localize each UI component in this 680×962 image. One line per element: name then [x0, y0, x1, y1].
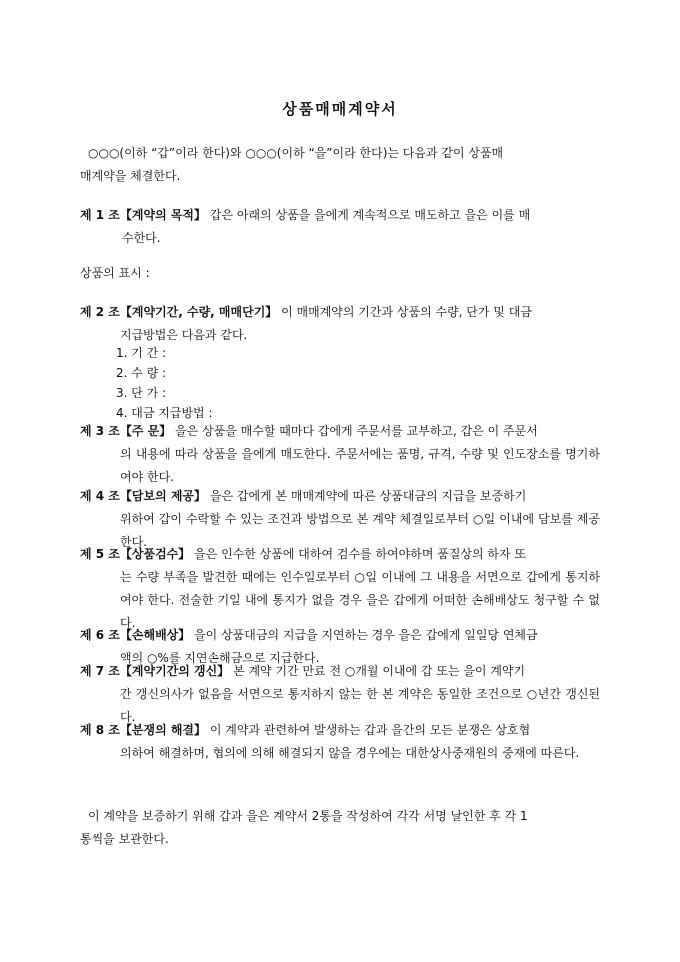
- article-heading: 제 5 조【상품검수】: [80, 547, 191, 561]
- closing-paragraph: [80, 805, 600, 851]
- article-heading: 제 7 조【계약기간의 갱신】: [80, 664, 230, 678]
- article-continuation: 위하여 갑이 수락할 수 있는 조건과 방법으로 본 계약 체결일로부터 ○일 이내에 담보를 제공한다.: [120, 512, 600, 549]
- intro-paragraph: [80, 142, 600, 188]
- closing-line-1: 이 계약을 보증하기 위해 갑과 을은 계약서 2통을 작성하여 각각 서명 날인한 후 각 1: [88, 809, 528, 823]
- article-3: [80, 420, 600, 489]
- article-text: 을은 갑에게 본 매매계약에 따른 상품대금의 지급을 보증하기: [209, 489, 527, 503]
- article-heading: 제 1 조【계약의 목적】: [80, 208, 207, 222]
- intro-line-2: 매계약을 체결한다.: [80, 169, 181, 183]
- article-text: 이 매매계약의 기간과 상품의 수량, 단가 및 대금: [281, 305, 532, 319]
- article-heading: 제 6 조【손해배상】: [80, 628, 191, 642]
- article-1: [80, 204, 600, 250]
- list-item-period: 1. 기 간 :: [116, 346, 167, 360]
- article-continuation: 의하여 해결하며, 협의에 의해 해결되지 않을 경우에는 대한상사중재원의 중재에 따른다.: [120, 746, 580, 760]
- article-continuation: 의 내용에 따라 상품을 을에게 매도한다. 주문서에는 품명, 규격, 수량 및 인도장소를 명기하여야 한다.: [120, 447, 600, 484]
- article-heading: 제 3 조【주 문】: [80, 424, 172, 438]
- article-heading: 제 4 조【담보의 제공】: [80, 489, 207, 503]
- list-item-unit-price: 3. 단 가 :: [116, 386, 167, 400]
- document-title: 상품매매계약서: [282, 100, 398, 118]
- article-continuation: 는 수량 부족을 발견한 때에는 인수일로부터 ○일 이내에 그 내용을 서면으로 갑에게 통지하여야 한다. 전술한 기일 내에 통지가 없을 경우 을은 갑에게 어떠한 손해배상도 청구할 수 없다.: [120, 570, 600, 630]
- goods-label: 상품의 표시 :: [80, 266, 150, 280]
- article-text: 이 계약과 관련하여 발생하는 갑과 을간의 모든 분쟁은 상호협: [209, 723, 531, 737]
- list-item-quantity: 2. 수 량 :: [116, 366, 167, 380]
- article-continuation: 액의 ○%를 지연손해금으로 지급한다.: [120, 651, 320, 665]
- list-item-payment-method: 4. 대금 지급방법 :: [116, 406, 213, 420]
- article-continuation: 간 갱신의사가 없음을 서면으로 통지하지 않는 한 본 계약은 동일한 조건으로 ○년간 갱신된다.: [120, 687, 600, 724]
- article-text: 본 계약 기간 만료 전 ○개월 이내에 갑 또는 을이 계약기: [233, 664, 526, 678]
- article-2: [80, 301, 600, 347]
- article-heading: 제 8 조【분쟁의 해결】: [80, 723, 207, 737]
- article-5: [80, 543, 600, 635]
- article-continuation: 지급방법은 다음과 같다.: [120, 328, 248, 342]
- article-text: 을이 상품대금의 지급을 지연하는 경우 을은 갑에게 일일당 연체금: [194, 628, 538, 642]
- article-text: 갑은 아래의 상품을 을에게 계속적으로 매도하고 을은 이를 매: [209, 208, 531, 222]
- article-text: 을은 상품을 매수할 때마다 갑에게 주문서를 교부하고, 갑은 이 주문서: [175, 424, 538, 438]
- closing-line-2: 통씩을 보관한다.: [80, 832, 169, 846]
- article-continuation: 수한다.: [122, 231, 161, 245]
- article-text: 을은 인수한 상품에 대하여 검수를 하여야하며 품질상의 하자 또: [194, 547, 527, 561]
- article-heading: 제 2 조【계약기간, 수량, 매매단기】: [80, 305, 278, 319]
- intro-line-1: ○○○(이하 “갑”이라 한다)와 ○○○(이하 “을”이라 한다)는 다음과 같이 상품매: [88, 146, 504, 160]
- article-8: [80, 719, 600, 765]
